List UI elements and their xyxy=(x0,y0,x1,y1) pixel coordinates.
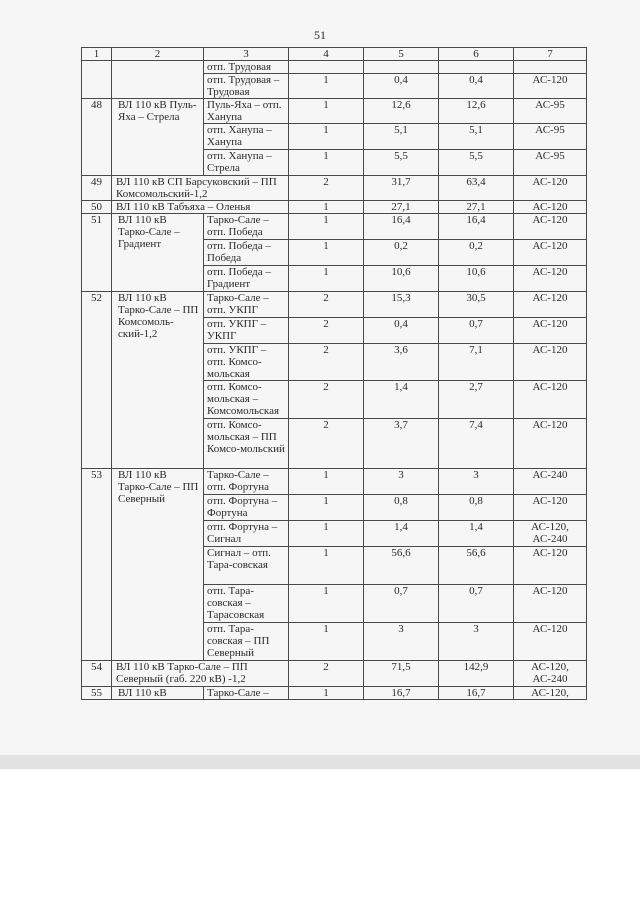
length-cell: 1,4 xyxy=(364,381,439,419)
circuits-cell: 2 xyxy=(289,419,364,469)
length-cell: 3 xyxy=(364,469,439,495)
circuits-cell: 2 xyxy=(289,318,364,344)
total-length-cell: 63,4 xyxy=(439,176,514,201)
total-length-cell: 3 xyxy=(439,469,514,495)
wire-brand-cell: АС-120 xyxy=(514,292,587,318)
length-cell: 56,6 xyxy=(364,547,439,585)
length-cell: 3,6 xyxy=(364,344,439,381)
line-name-cell: ВЛ 110 кВ xyxy=(112,687,204,700)
wire-brand-cell: АС-95 xyxy=(514,99,587,124)
section-cell: отп. Победа – Градиент xyxy=(204,266,289,292)
wire-brand-cell: АС-95 xyxy=(514,124,587,150)
wire-brand-cell xyxy=(514,61,587,74)
section-cell: отп. Фортуна – Сигнал xyxy=(204,521,289,547)
total-length-cell: 56,6 xyxy=(439,547,514,585)
total-length-cell: 0,7 xyxy=(439,585,514,623)
total-length-cell: 27,1 xyxy=(439,201,514,214)
line-name-cell: ВЛ 110 кВ Тарко-Сале – ПП Северный xyxy=(112,469,204,661)
total-length-cell: 0,7 xyxy=(439,318,514,344)
length-cell: 0,2 xyxy=(364,240,439,266)
header-cell: 5 xyxy=(364,48,439,61)
section-cell: отп. Ханупа – Ханупа xyxy=(204,124,289,150)
circuits-cell: 1 xyxy=(289,547,364,585)
length-cell: 16,7 xyxy=(364,687,439,700)
circuits-cell: 1 xyxy=(289,124,364,150)
circuits-cell: 1 xyxy=(289,150,364,176)
length-cell: 10,6 xyxy=(364,266,439,292)
row-number-cell: 48 xyxy=(82,99,112,176)
header-cell: 7 xyxy=(514,48,587,61)
circuits-cell xyxy=(289,61,364,74)
header-cell: 6 xyxy=(439,48,514,61)
page-number: 51 xyxy=(314,28,326,42)
line-name-cell: ВЛ 110 кВ Пуль-Яха – Стрела xyxy=(112,99,204,176)
table-header-row xyxy=(82,48,587,61)
wire-brand-cell: АС-120 xyxy=(514,419,587,469)
line-name-cell: ВЛ 110 кВ СП Барсуковский – ПП Комсомольский-1,2 xyxy=(112,176,289,201)
circuits-cell: 1 xyxy=(289,240,364,266)
total-length-cell: 7,4 xyxy=(439,419,514,469)
total-length-cell: 0,8 xyxy=(439,495,514,521)
row-number-cell: 51 xyxy=(82,214,112,292)
table-row xyxy=(82,214,587,240)
length-cell: 15,3 xyxy=(364,292,439,318)
wire-brand-cell: АС-120 xyxy=(514,585,587,623)
header-cell: 3 xyxy=(204,48,289,61)
length-cell: 5,1 xyxy=(364,124,439,150)
wire-brand-cell: АС-240 xyxy=(514,469,587,495)
total-length-cell: 16,4 xyxy=(439,214,514,240)
total-length-cell: 7,1 xyxy=(439,344,514,381)
circuits-cell: 1 xyxy=(289,214,364,240)
length-cell: 12,6 xyxy=(364,99,439,124)
row-number-cell: 54 xyxy=(82,661,112,687)
section-cell: отп. Трудовая – Трудовая xyxy=(204,74,289,99)
table-row xyxy=(82,176,587,201)
section-cell: отп. Ханупа – Стрела xyxy=(204,150,289,176)
total-length-cell: 2,7 xyxy=(439,381,514,419)
circuits-cell: 1 xyxy=(289,495,364,521)
table-row xyxy=(82,292,587,318)
section-cell: Тарко-Сале – отп. Победа xyxy=(204,214,289,240)
header-cell: 2 xyxy=(112,48,204,61)
table-row xyxy=(82,61,587,74)
table-row xyxy=(82,99,587,124)
wire-brand-cell: АС-120, АС-240 xyxy=(514,661,587,687)
length-cell: 0,4 xyxy=(364,74,439,99)
wire-brand-cell: АС-95 xyxy=(514,150,587,176)
wire-brand-cell: АС-120, АС-240 xyxy=(514,521,587,547)
section-cell: отп. Тара-совская – ПП Северный xyxy=(204,623,289,661)
circuits-cell: 1 xyxy=(289,687,364,700)
header-cell: 4 xyxy=(289,48,364,61)
wire-brand-cell: АС-120 xyxy=(514,201,587,214)
circuits-cell: 1 xyxy=(289,623,364,661)
length-cell: 1,4 xyxy=(364,521,439,547)
section-cell: Тарко-Сале – xyxy=(204,687,289,700)
total-length-cell: 30,5 xyxy=(439,292,514,318)
total-length-cell: 142,9 xyxy=(439,661,514,687)
line-name-cell: ВЛ 110 кВ Тарко-Сале – Градиент xyxy=(112,214,204,292)
table-row xyxy=(82,201,587,214)
circuits-cell: 1 xyxy=(289,521,364,547)
wire-brand-cell: АС-120 xyxy=(514,344,587,381)
total-length-cell: 0,4 xyxy=(439,74,514,99)
circuits-cell: 1 xyxy=(289,99,364,124)
length-cell: 31,7 xyxy=(364,176,439,201)
circuits-cell: 1 xyxy=(289,469,364,495)
circuits-cell: 2 xyxy=(289,344,364,381)
section-cell: отп. УКПГ – УКПГ xyxy=(204,318,289,344)
section-cell: отп. Комсо-мольская – ПП Комсо-мольский xyxy=(204,419,289,469)
circuits-cell: 1 xyxy=(289,74,364,99)
wire-brand-cell: АС-120 xyxy=(514,318,587,344)
line-name-cell: ВЛ 110 кВ Табъяха – Оленья xyxy=(112,201,289,214)
line-name-cell xyxy=(112,61,204,99)
circuits-cell: 1 xyxy=(289,266,364,292)
total-length-cell: 0,2 xyxy=(439,240,514,266)
wire-brand-cell: АС-120 xyxy=(514,623,587,661)
length-cell: 27,1 xyxy=(364,201,439,214)
length-cell: 5,5 xyxy=(364,150,439,176)
length-cell: 3,7 xyxy=(364,419,439,469)
wire-brand-cell: АС-120, xyxy=(514,687,587,700)
length-cell: 0,4 xyxy=(364,318,439,344)
header-cell: 1 xyxy=(82,48,112,61)
total-length-cell: 1,4 xyxy=(439,521,514,547)
scan-edge xyxy=(0,755,640,769)
length-cell: 71,5 xyxy=(364,661,439,687)
length-cell: 0,8 xyxy=(364,495,439,521)
circuits-cell: 2 xyxy=(289,292,364,318)
section-cell: отп. Фортуна – Фортуна xyxy=(204,495,289,521)
length-cell xyxy=(364,61,439,74)
circuits-cell: 1 xyxy=(289,585,364,623)
section-cell: отп. Тара-совская – Тарасовская xyxy=(204,585,289,623)
total-length-cell xyxy=(439,61,514,74)
section-cell: Пуль-Яха – отп. Ханупа xyxy=(204,99,289,124)
table-row xyxy=(82,661,587,687)
table-row xyxy=(82,469,587,495)
wire-brand-cell: АС-120 xyxy=(514,495,587,521)
row-number-cell: 52 xyxy=(82,292,112,469)
length-cell: 3 xyxy=(364,623,439,661)
row-number-cell: 50 xyxy=(82,201,112,214)
data-table xyxy=(81,47,587,700)
wire-brand-cell: АС-120 xyxy=(514,381,587,419)
line-name-cell: ВЛ 110 кВ Тарко-Сале – ПП Северный (габ. 220 кВ) -1,2 xyxy=(112,661,289,687)
row-number-cell: 49 xyxy=(82,176,112,201)
wire-brand-cell: АС-120 xyxy=(514,266,587,292)
section-cell: Тарко-Сале – отп. УКПГ xyxy=(204,292,289,318)
row-number-cell: 55 xyxy=(82,687,112,700)
section-cell: отп. УКПГ – отп. Комсо-мольская xyxy=(204,344,289,381)
length-cell: 0,7 xyxy=(364,585,439,623)
row-number-cell: 53 xyxy=(82,469,112,661)
circuits-cell: 2 xyxy=(289,381,364,419)
length-cell: 16,4 xyxy=(364,214,439,240)
section-cell: Сигнал – отп. Тара-совская xyxy=(204,547,289,585)
wire-brand-cell: АС-120 xyxy=(514,240,587,266)
section-cell: отп. Комсо-мольская – Комсомольская xyxy=(204,381,289,419)
wire-brand-cell: АС-120 xyxy=(514,176,587,201)
wire-brand-cell: АС-120 xyxy=(514,74,587,99)
total-length-cell: 5,5 xyxy=(439,150,514,176)
total-length-cell: 10,6 xyxy=(439,266,514,292)
total-length-cell: 5,1 xyxy=(439,124,514,150)
circuits-cell: 1 xyxy=(289,201,364,214)
total-length-cell: 3 xyxy=(439,623,514,661)
total-length-cell: 16,7 xyxy=(439,687,514,700)
line-name-cell: ВЛ 110 кВ Тарко-Сале – ПП Комсомоль-ский-1,2 xyxy=(112,292,204,469)
section-cell: Тарко-Сале – отп. Фортуна xyxy=(204,469,289,495)
total-length-cell: 12,6 xyxy=(439,99,514,124)
wire-brand-cell: АС-120 xyxy=(514,547,587,585)
circuits-cell: 2 xyxy=(289,176,364,201)
wire-brand-cell: АС-120 xyxy=(514,214,587,240)
table-row xyxy=(82,687,587,700)
section-cell: отп. Трудовая xyxy=(204,61,289,74)
section-cell: отп. Победа – Победа xyxy=(204,240,289,266)
row-number-cell xyxy=(82,61,112,99)
circuits-cell: 2 xyxy=(289,661,364,687)
